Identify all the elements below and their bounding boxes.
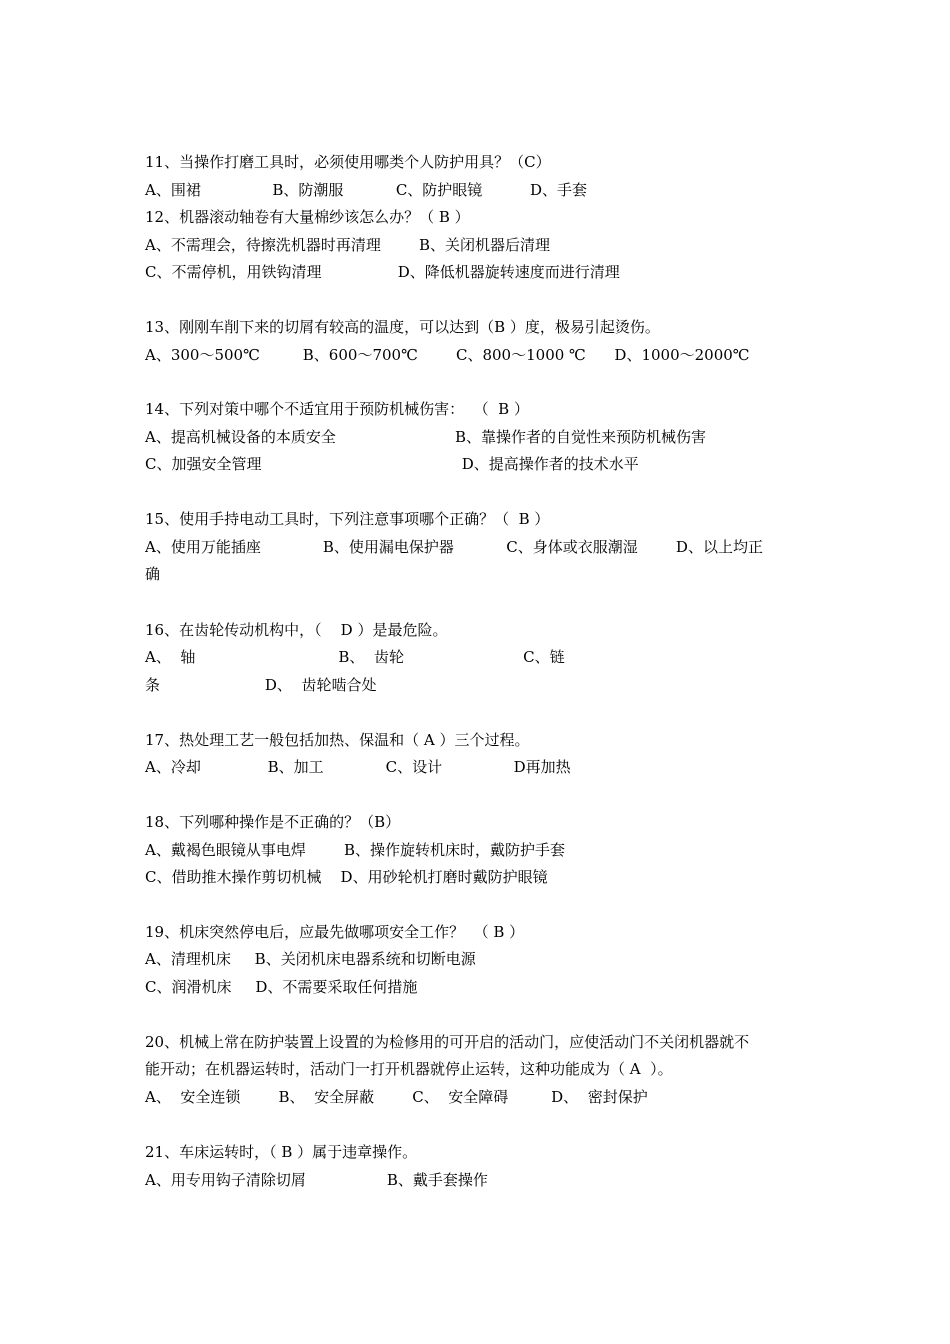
question-15-stem: 15、使用手持电动工具时，下列注意事项哪个正确？（ B ） bbox=[145, 510, 550, 528]
question-18-options-1: A、戴褐色眼镜从事电焊 B、操作旋转机床时，戴防护手套 bbox=[145, 841, 566, 859]
question-14-options-1: A、提高机械设备的本质安全 B、靠操作者的自觉性来预防机械伤害 bbox=[145, 428, 707, 446]
question-20-stem-1: 20、机械上常在防护装置上设置的为检修用的可开启的活动门，应使活动门不关闭机器就不 bbox=[145, 1033, 750, 1051]
question-12-options-1: A、不需理会，待擦洗机器时再清理 B、关闭机器后清理 bbox=[145, 236, 551, 254]
question-21-stem: 21、车床运转时，（ B ）属于违章操作。 bbox=[145, 1143, 418, 1161]
question-18-options-2: C、借助推木操作剪切机械 D、用砂轮机打磨时戴防护眼镜 bbox=[145, 868, 548, 886]
question-13-stem: 13、刚刚车削下来的切屑有较高的温度，可以达到（B ）度，极易引起烫伤。 bbox=[145, 318, 660, 336]
question-11-stem: 11、当操作打磨工具时，必须使用哪类个人防护用具？（C） bbox=[145, 153, 551, 171]
question-13-options: A、300～500℃ B、600～700℃ C、800～1000 ℃ D、1000～2000℃ bbox=[145, 346, 750, 364]
question-12-options-2: C、不需停机，用铁钩清理 D、降低机器旋转速度而进行清理 bbox=[145, 263, 620, 281]
question-15-options: A、使用万能插座 B、使用漏电保护器 C、身体或衣服潮湿 D、以上均正 bbox=[145, 538, 763, 556]
question-17-options: A、冷却 B、加工 C、设计 D再加热 bbox=[145, 758, 571, 776]
question-20-stem-2: 能开动；在机器运转时，活动门一打开机器就停止运转，这种功能成为（ A ）。 bbox=[145, 1060, 673, 1078]
question-17-stem: 17、热处理工艺一般包括加热、保温和（ A ）三个过程。 bbox=[145, 731, 530, 749]
question-21-options: A、用专用钩子清除切屑 B、戴手套操作 bbox=[145, 1171, 488, 1189]
question-20-options: A、 安全连锁 B、 安全屏蔽 C、 安全障碍 D、 密封保护 bbox=[145, 1088, 648, 1106]
question-18-stem: 18、下列哪种操作是不正确的？（B） bbox=[145, 813, 401, 831]
question-16-options: A、 轴 B、 齿轮 C、链 bbox=[145, 648, 565, 666]
question-19-stem: 19、机床突然停电后，应最先做哪项安全工作？ （ B ） bbox=[145, 923, 525, 941]
question-19-options-1: A、清理机床 B、关闭机床电器系统和切断电源 bbox=[145, 950, 476, 968]
question-12-stem: 12、机器滚动轴卷有大量棉纱该怎么办？（ B ） bbox=[145, 208, 470, 226]
question-11-options: A、围裙 B、防潮服 C、防护眼镜 D、手套 bbox=[145, 181, 588, 199]
question-14-stem: 14、下列对策中哪个不适宜用于预防机械伤害： （ B ） bbox=[145, 400, 529, 418]
question-16-stem: 16、在齿轮传动机构中，（ D ）是最危险。 bbox=[145, 621, 448, 639]
question-19-options-2: C、润滑机床 D、不需要采取任何措施 bbox=[145, 978, 418, 996]
question-14-options-2: C、加强安全管理 D、提高操作者的技术水平 bbox=[145, 455, 639, 473]
question-16-options-wrap: 条 D、 齿轮啮合处 bbox=[145, 676, 377, 694]
question-15-options-wrap: 确 bbox=[145, 565, 161, 583]
